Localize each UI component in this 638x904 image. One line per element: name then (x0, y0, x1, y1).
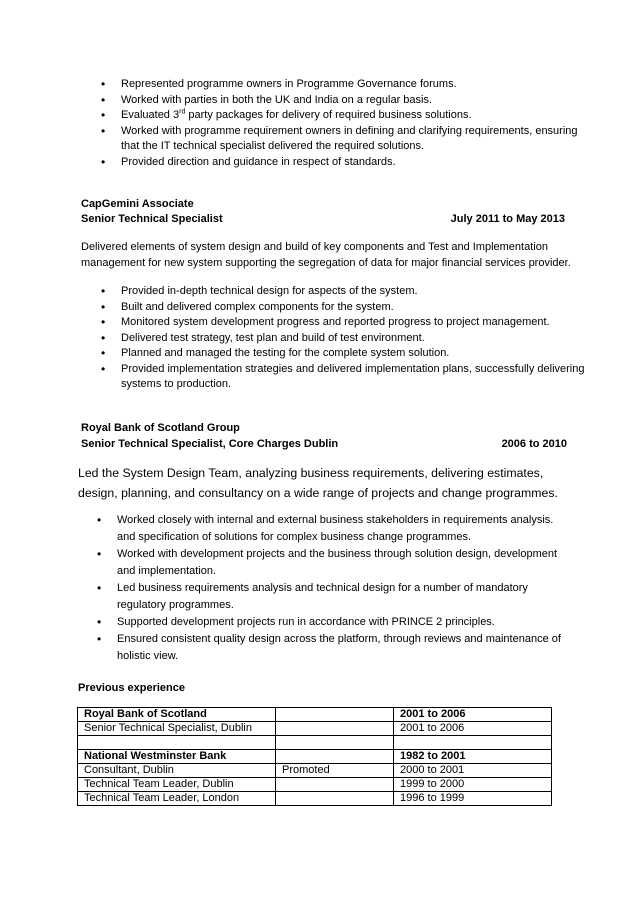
job1-dates: July 2011 to May 2013 (450, 213, 565, 225)
table-row (78, 722, 552, 736)
job2-role-line (81, 436, 567, 452)
job2-summary: Led the System Design Team, analyzing business requirements, delivering estimates, design, planning, and consultancy on a wide range of projects and change programmes. (78, 466, 558, 500)
list-item: • Supported development projects run in accordance with PRINCE 2 principles. (97, 614, 567, 631)
list-item: • Worked with development projects and the business through solution design, development and implementation. (97, 546, 567, 580)
list-item: • Worked with parties in both the UK and India on a regular basis. (101, 93, 591, 109)
table-row (78, 736, 552, 750)
table-cell: Senior Technical Specialist, Dublin (78, 722, 276, 736)
job1-role: Senior Technical Specialist (81, 213, 223, 225)
list-item: • Planned and managed the testing for the complete system solution. (101, 346, 591, 362)
table-row (78, 764, 552, 778)
list-item: • Represented programme owners in Programme Governance forums. (101, 77, 591, 93)
table-cell: 1982 to 2001 (394, 750, 552, 764)
table-cell (276, 792, 394, 806)
job2-dates: 2006 to 2010 (501, 438, 567, 450)
list-item: • Provided implementation strategies and delivered implementation plans, successfully delivering systems to production. (101, 362, 591, 393)
table-cell: Royal Bank of Scotland (78, 708, 276, 722)
table-cell (276, 708, 394, 722)
table-cell: Promoted (276, 764, 394, 778)
table-cell (276, 778, 394, 792)
job2-role: Senior Technical Specialist, Core Charges Dublin (81, 438, 339, 450)
table-row (78, 750, 552, 764)
table-cell: 2001 to 2006 (394, 708, 552, 722)
list-item: • Led business requirements analysis and technical design for a number of mandatory regulatory programmes. (97, 580, 567, 614)
previous-experience-heading: Previous experience (78, 682, 186, 694)
table-cell: Technical Team Leader, Dublin (78, 778, 276, 792)
table-row (78, 778, 552, 792)
table-cell: 1999 to 2000 (394, 778, 552, 792)
previous-experience-table (77, 707, 552, 806)
governance-bullet-list (101, 77, 591, 170)
job1-bullet-list (101, 284, 591, 393)
job1-company: CapGemini Associate (81, 198, 194, 210)
table-cell: National Westminster Bank (78, 750, 276, 764)
table-cell: Technical Team Leader, London (78, 792, 276, 806)
job1-summary: Delivered elements of system design and build of key components and Test and Implementation management for new system supporting the segregation of data for major financial services provider. (81, 241, 571, 269)
list-item: • Worked closely with internal and external business stakeholders in requirements analysis. and specification of solutions for complex business change programmes. (97, 512, 567, 546)
table-cell (276, 736, 394, 750)
job2-company: Royal Bank of Scotland Group (81, 422, 240, 434)
list-item: • Ensured consistent quality design across the platform, through reviews and maintenance of holistic view. (97, 631, 567, 665)
list-item: • Provided in-depth technical design for aspects of the system. (101, 284, 591, 300)
job1-role-line (81, 211, 565, 227)
table-row (78, 708, 552, 722)
list-item: • Monitored system development progress and reported progress to project management. (101, 315, 591, 331)
job2-bullet-list (97, 512, 567, 665)
list-item: • Built and delivered complex components for the system. (101, 300, 591, 316)
list-item: • Delivered test strategy, test plan and build of test environment. (101, 331, 591, 347)
table-cell: 1996 to 1999 (394, 792, 552, 806)
list-item: • Worked with programme requirement owners in defining and clarifying requirements, ensuring that the IT technical specialist delivered the required solutions. (101, 124, 591, 155)
list-item: • Evaluated 3rd party packages for delivery of required business solutions. (101, 108, 591, 124)
table-cell (276, 722, 394, 736)
table-row (78, 792, 552, 806)
table-cell (394, 736, 552, 750)
table-cell (78, 736, 276, 750)
table-cell: Consultant, Dublin (78, 764, 276, 778)
table-cell: 2000 to 2001 (394, 764, 552, 778)
table-cell: 2001 to 2006 (394, 722, 552, 736)
list-item: • Provided direction and guidance in respect of standards. (101, 155, 591, 171)
table-cell (276, 750, 394, 764)
